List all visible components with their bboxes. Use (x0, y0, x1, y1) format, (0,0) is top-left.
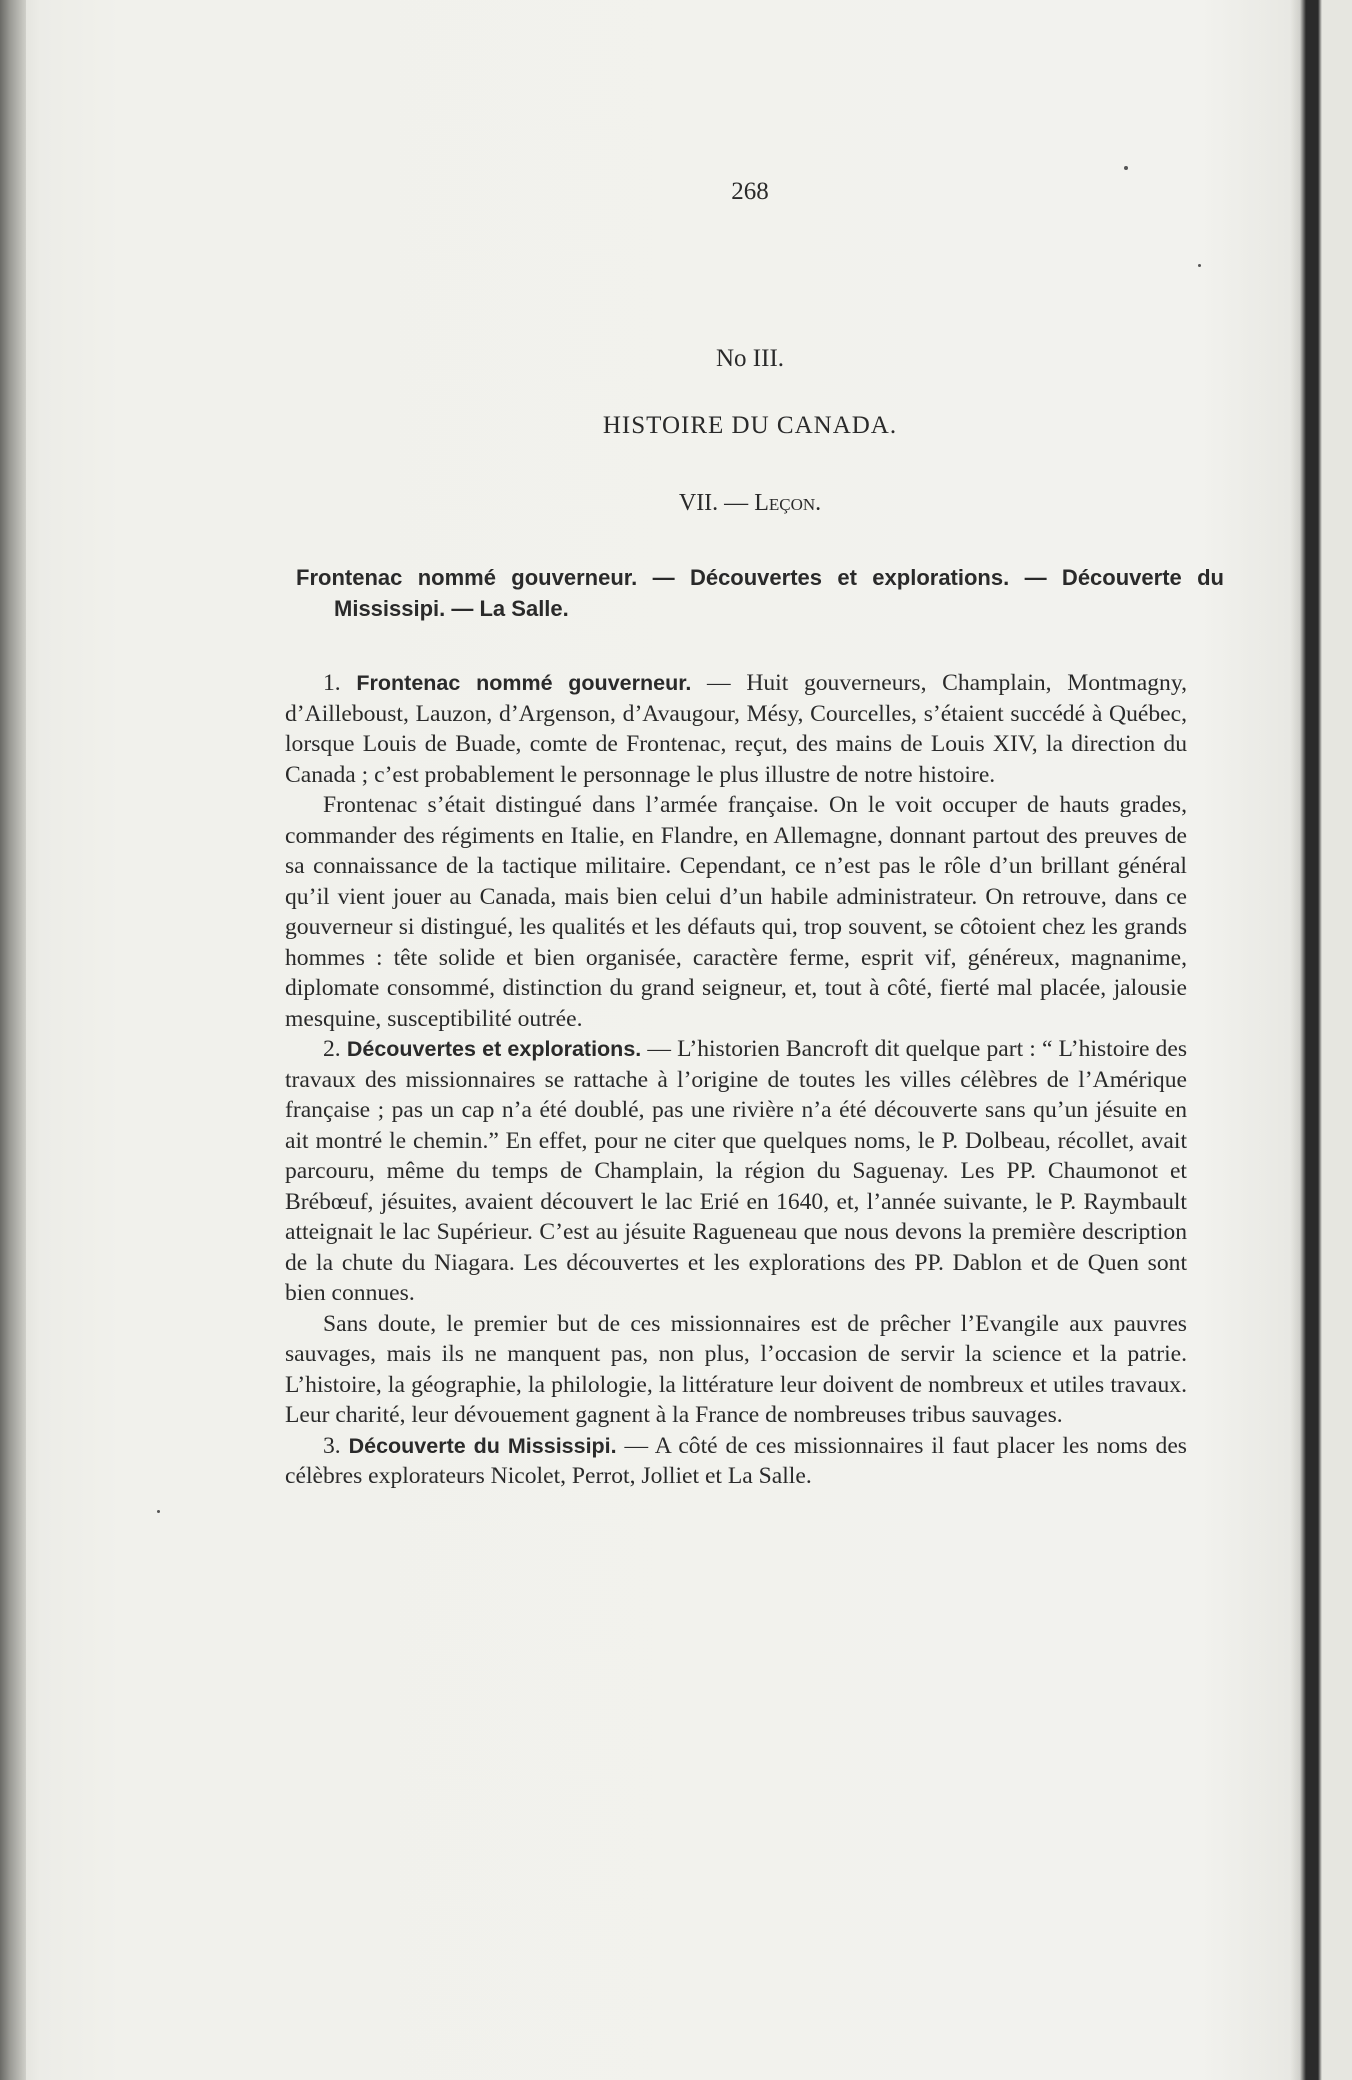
paragraph-3 (285, 1034, 1187, 1309)
paragraph-1 (285, 668, 1187, 790)
paragraph-text: — A côté de ces missionnaires il faut placer les noms des célèbres explorateurs Nicolet, Perrot, Jolliet et La Salle. (285, 1432, 1187, 1489)
lesson-body (285, 668, 1187, 1492)
paragraph-number: 1. (323, 670, 341, 696)
paragraph-text: — Huit gouverneurs, Champlain, Montmagny, d’Ailleboust, Lauzon, d’Argenson, d’Avaugour, Mésy, Courcelles, s’étaient succédé à Québec, lorsque Louis de Buade, comte de Frontenac, reçut, des mains de Louis XIV, la direction du Canada ; c’est probablement le personnage le plus illustre de notre histoire. (285, 670, 1187, 788)
paragraph-5 (285, 1431, 1187, 1492)
paragraph-text: Frontenac s’était distingué dans l’armée française. On le voit occuper de hauts grades, commander des régiments en Italie, en Flandre, en Allemagne, donnant partout des preuves de sa connaissance de la tactique militaire. Cependant, ce n’est pas le rôle d’un brillant général qu’il vient jouer au Canada, mais bien celui d’un habile administrateur. On retrouve, dans ce gouverneur si distingué, les qualités et les défauts qui, trop souvent, se côtoient chez les grands hommes : tête solide et bien organisée, caractère ferme, esprit vif, généreux, magnanime, diplomate consommé, distinction du grand seigneur, et, tout à côté, fierté mal placée, jalousie mesquine, susceptibilité outrée. (285, 792, 1187, 1032)
lesson-summary: Frontenac nommé gouverneur. — Découvertes et explorations. — Découverte du Mississipi. — La Salle. (296, 565, 1224, 621)
scan-speck (1124, 166, 1128, 170)
paragraph-2 (285, 790, 1187, 1034)
scan-speck (157, 1510, 160, 1513)
lesson-heading (300, 490, 1200, 517)
section-number: No III. (715, 345, 785, 372)
paragraph-text: — L’historien Bancroft dit quelque part : “ L’histoire des travaux des missionnaires se rattache à l’origine de toutes les villes célèbres de l’Amérique française ; pas un cap n’a été doublé, pas une rivière n’a été découverte sans qu’un jésuite en ait montré le chemin.” En effet, pour ne citer que quelques noms, le P. Dolbeau, récollet, avait parcouru, même du temps de Champlain, la région du Saguenay. Les PP. Chaumonot et Brébœuf, jésuites, avaient découvert le lac Erié en 1640, et, l’année suivante, le P. Raymbault atteignait le lac Supérieur. C’est au jésuite Ragueneau que nous devons la première description de la chute du Niagara. Les découvertes et les explorations des PP. Dablon et de Quen sont bien connues. (285, 1036, 1187, 1306)
document-title: HISTOIRE DU CANADA. (602, 412, 898, 439)
paragraph-heading: Découvertes et explorations. (346, 1037, 642, 1061)
scan-speck (1198, 264, 1201, 267)
paragraph-number: 2. (323, 1036, 341, 1062)
paragraph-number: 3. (323, 1432, 341, 1459)
paragraph-heading: Frontenac nommé gouverneur. (356, 671, 692, 695)
paragraph-text: Sans doute, le premier but de ces missionnaires est de prêcher l’Evangile aux pauvres sauvages, mais ils ne manquent pas, non plus, l’occasion de servir la science et la patrie. L’histoire, la géographie, la philologie, la littérature leur doivent de nombreux et utiles travaux. Leur charité, leur dévouement gagnent à la France de nombreuses tribus sauvages. (285, 1310, 1187, 1428)
lesson-number: VII. — (678, 490, 749, 516)
page-number: 268 (731, 178, 769, 205)
paragraph-4 (285, 1309, 1187, 1431)
lesson-label: Leçon. (754, 490, 822, 516)
paragraph-heading: Découverte du Mississipi. (348, 1433, 617, 1458)
